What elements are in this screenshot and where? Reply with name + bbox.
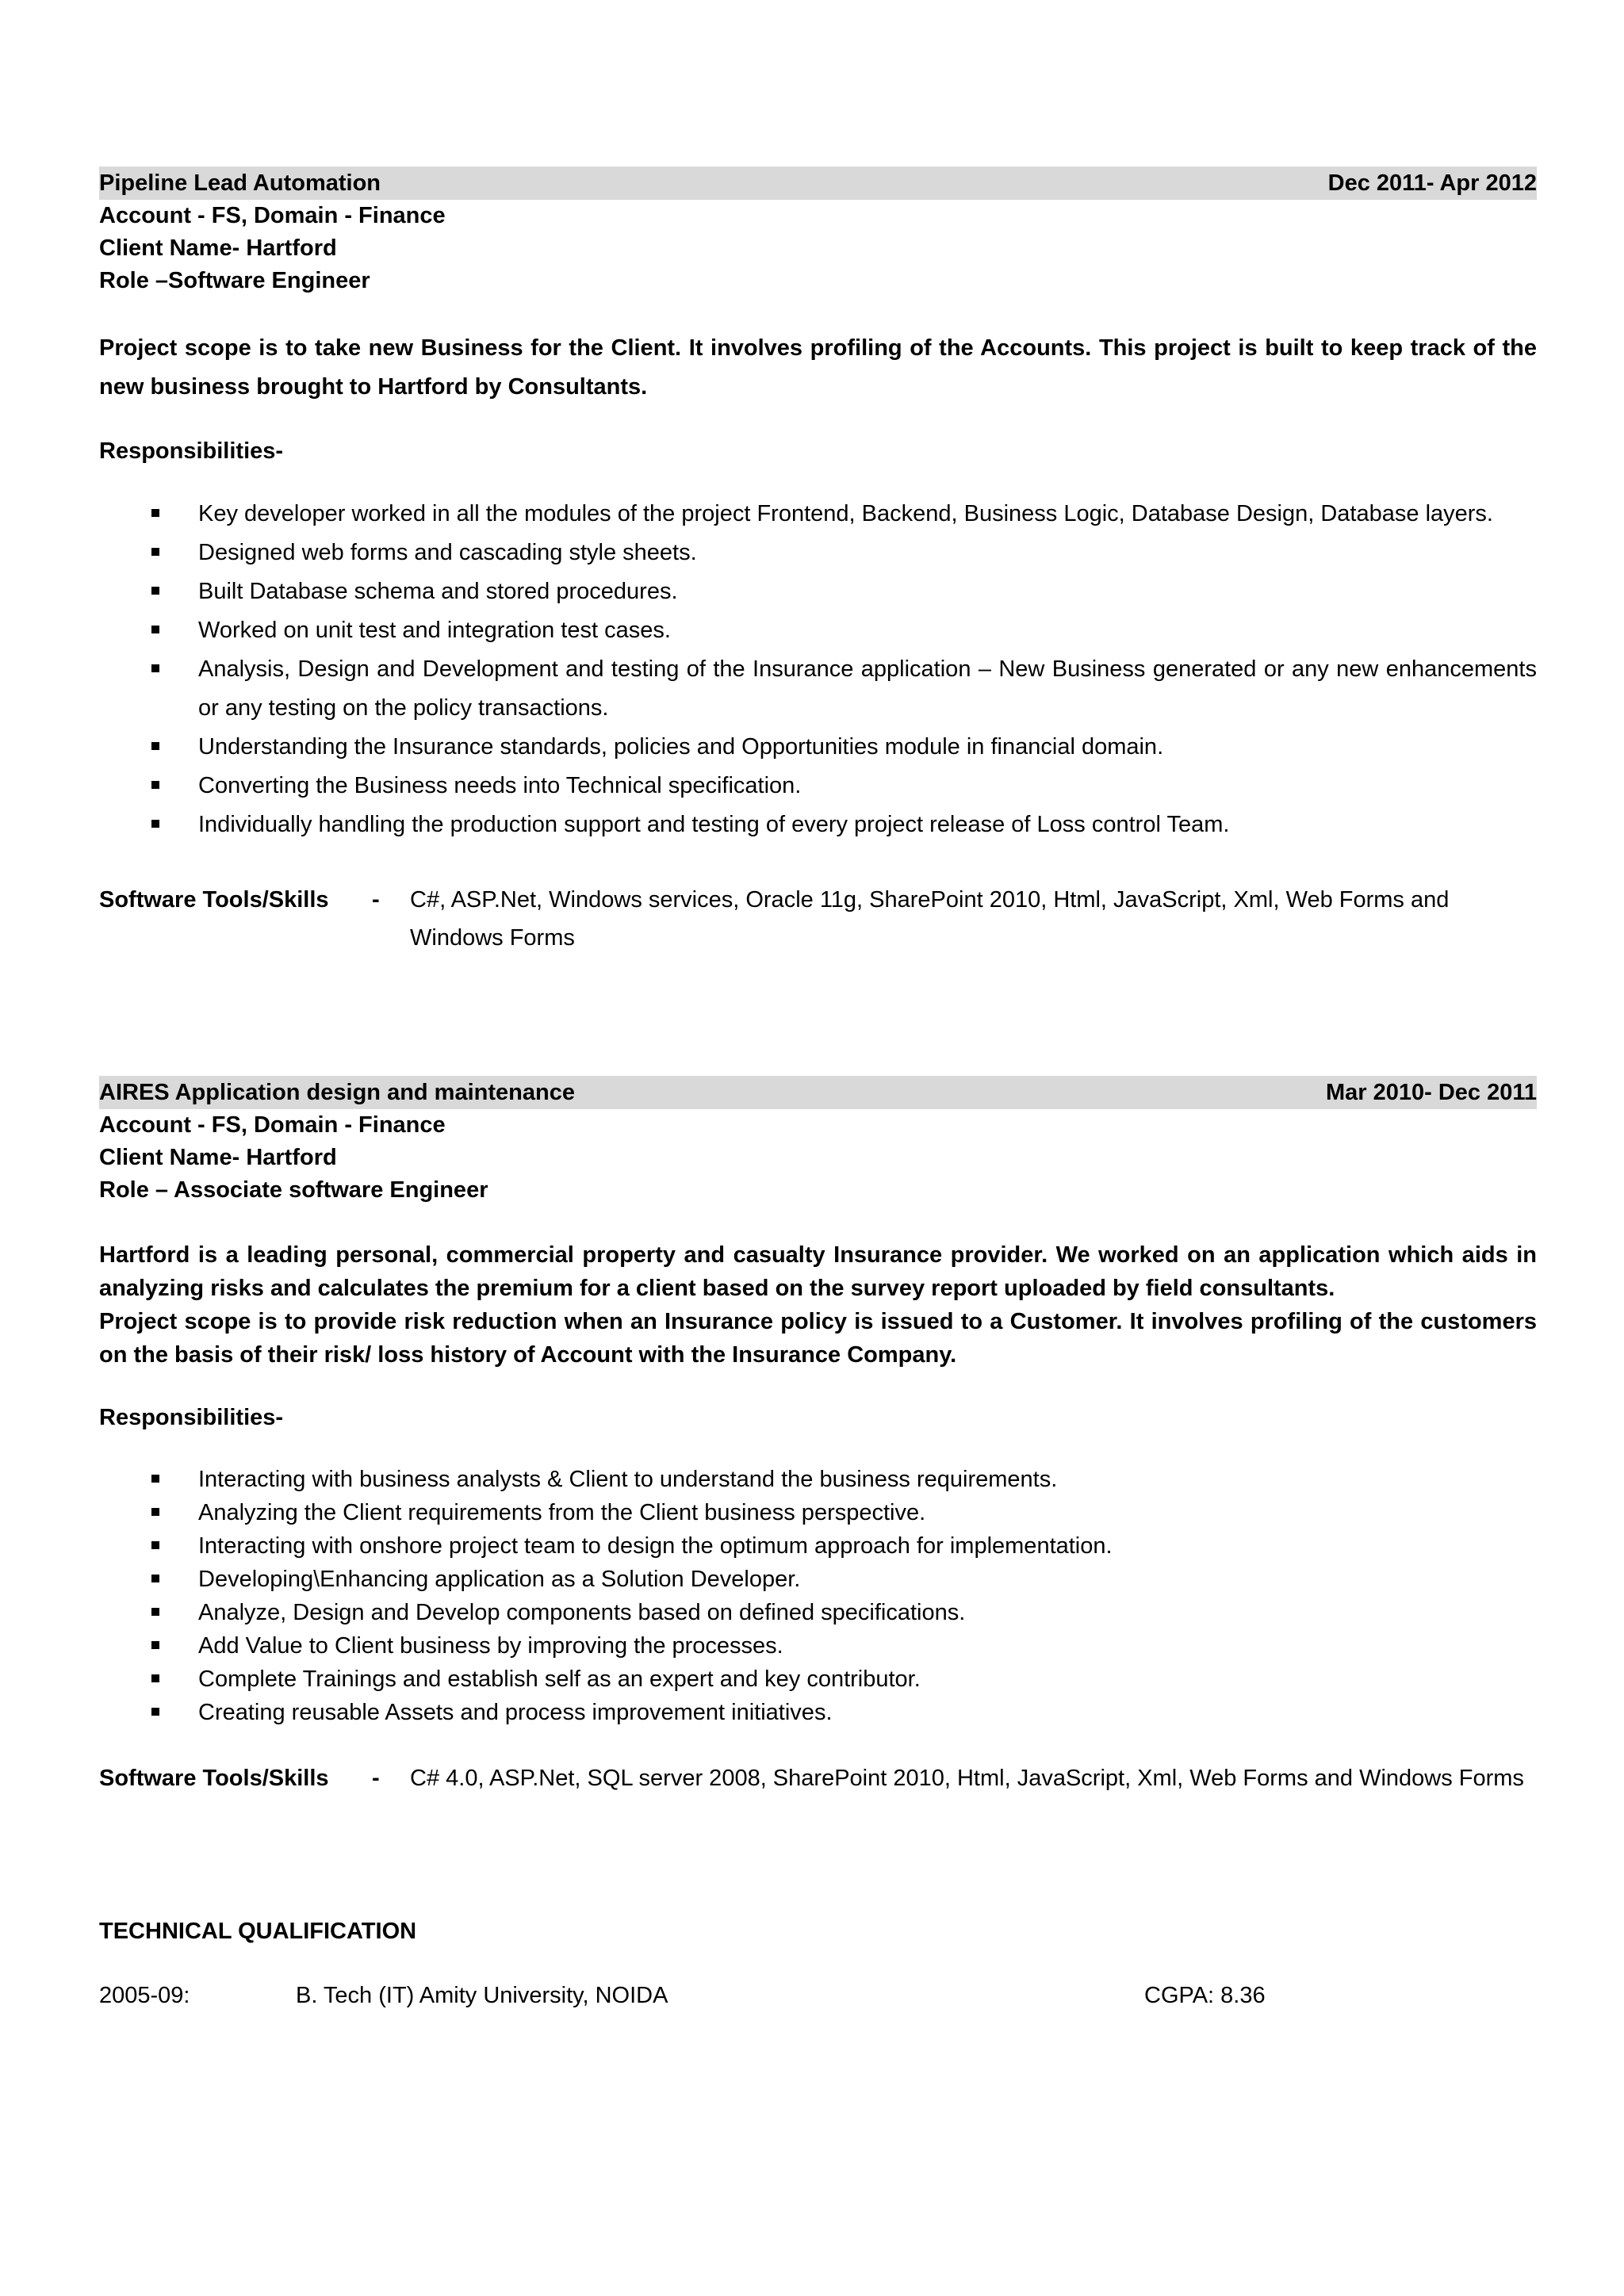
list-item: Designed web forms and cascading style sheets. (99, 534, 1537, 572)
bullet-square-icon (151, 1608, 159, 1616)
project-client: Client Name- Hartford (99, 235, 337, 261)
bullet-square-icon (151, 1708, 159, 1716)
resume-page (99, 166, 1537, 2009)
software-tools-label: Software Tools/Skills (99, 1766, 329, 1791)
qualification-heading: TECHNICAL QUALIFICATION (99, 1919, 417, 1944)
list-item: Individually handling the production support and testing of every project release of Loss control Team. (99, 806, 1537, 844)
separator-dash: - (372, 1766, 380, 1791)
bullet-square-icon (151, 664, 159, 672)
list-item: Understanding the Insurance standards, policies and Opportunities module in financial domain. (99, 728, 1537, 767)
responsibilities-label: Responsibilities- (99, 1405, 284, 1430)
project-description: Hartford is a leading personal, commercial property and casualty Insurance provider. We worked on an application which aids in analyzing risks and calculates the premium for a client based on the survey report uploaded by field consultants. (99, 1242, 1537, 1301)
bullet-square-icon (151, 742, 159, 750)
project-client: Client Name- Hartford (99, 1145, 337, 1170)
list-item: Worked on unit test and integration test cases. (99, 611, 1537, 650)
project-dates: Dec 2011- Apr 2012 (1327, 170, 1537, 196)
bullet-square-icon (151, 509, 159, 517)
software-tools (99, 881, 1537, 957)
list-item: Built Database schema and stored procedures. (99, 572, 1537, 611)
list-item: Key developer worked in all the modules of the project Frontend, Backend, Business Logic, Database Design, Database layers. (99, 495, 1537, 534)
qualification-section (99, 1919, 1537, 2009)
project-account: Account - FS, Domain - Finance (99, 203, 446, 228)
bullet-square-icon (151, 1575, 159, 1582)
list-item: Analyzing the Client requirements from the Client business perspective. (99, 1496, 1537, 1529)
bullet-square-icon (151, 820, 159, 828)
qualification-row (99, 1983, 1537, 2009)
bullet-square-icon (151, 1541, 159, 1549)
bullet-square-icon (151, 626, 159, 633)
list-item: Interacting with business analysts & Client to understand the business requirements. (99, 1463, 1537, 1496)
project-account: Account - FS, Domain - Finance (99, 1112, 446, 1138)
software-tools-value: C# 4.0, ASP.Net, SQL server 2008, SharePoint 2010, Html, JavaScript, Xml, Web Forms and Windows Forms (410, 1766, 1524, 1791)
project-section-2 (99, 1076, 1537, 1796)
responsibilities-list (99, 495, 1537, 844)
bullet-square-icon (151, 781, 159, 789)
list-item: Analysis, Design and Development and testing of the Insurance application – New Business generated or any new enhancements or any testing on the policy transactions. (99, 650, 1537, 728)
project-section-1 (99, 166, 1537, 957)
project-header-bar (99, 1076, 1537, 1109)
list-item: Analyze, Design and Develop components based on defined specifications. (99, 1596, 1537, 1629)
list-item: Interacting with onshore project team to design the optimum approach for implementation. (99, 1529, 1537, 1563)
responsibilities-label: Responsibilities- (99, 438, 284, 464)
software-tools-value: C#, ASP.Net, Windows services, Oracle 11g, SharePoint 2010, Html, JavaScript, Xml, Web Forms and Windows Forms (410, 887, 1450, 951)
bullet-square-icon (151, 548, 159, 556)
list-item: Add Value to Client business by improving the processes. (99, 1629, 1537, 1663)
project-scope: Project scope is to provide risk reduction when an Insurance policy is issued to a Customer. It involves profiling of the customers on the basis of their risk/ loss history of Account with the Insurance Company. (99, 1309, 1537, 1368)
bullet-square-icon (151, 1674, 159, 1682)
project-role: Role – Associate software Engineer (99, 1177, 488, 1203)
project-title: AIRES Application design and maintenance (99, 1079, 575, 1105)
software-tools (99, 1761, 1537, 1796)
project-dates: Mar 2010- Dec 2011 (1325, 1079, 1537, 1105)
separator-dash: - (372, 887, 380, 913)
list-item: Creating reusable Assets and process improvement initiatives. (99, 1696, 1537, 1729)
project-role: Role –Software Engineer (99, 268, 370, 293)
qualification-degree: B. Tech (IT) Amity University, NOIDA (296, 1983, 668, 2008)
qualification-year: 2005-09: (99, 1983, 190, 2008)
software-tools-label: Software Tools/Skills (99, 887, 329, 913)
list-item: Developing\Enhancing application as a Solution Developer. (99, 1563, 1537, 1596)
bullet-square-icon (151, 1508, 159, 1516)
qualification-score: CGPA: 8.36 (1144, 1983, 1266, 2008)
bullet-square-icon (151, 1641, 159, 1649)
bullet-square-icon (151, 587, 159, 595)
project-description: Project scope is to take new Business for the Client. It involves profiling of the Accounts. This project is built to keep track of the new business brought to Hartford by Consultants. (99, 335, 1537, 400)
bullet-square-icon (151, 1475, 159, 1483)
list-item: Complete Trainings and establish self as an expert and key contributor. (99, 1663, 1537, 1696)
responsibilities-list (99, 1463, 1537, 1729)
project-title: Pipeline Lead Automation (99, 170, 381, 196)
project-header-bar (99, 166, 1537, 200)
list-item: Converting the Business needs into Technical specification. (99, 767, 1537, 806)
